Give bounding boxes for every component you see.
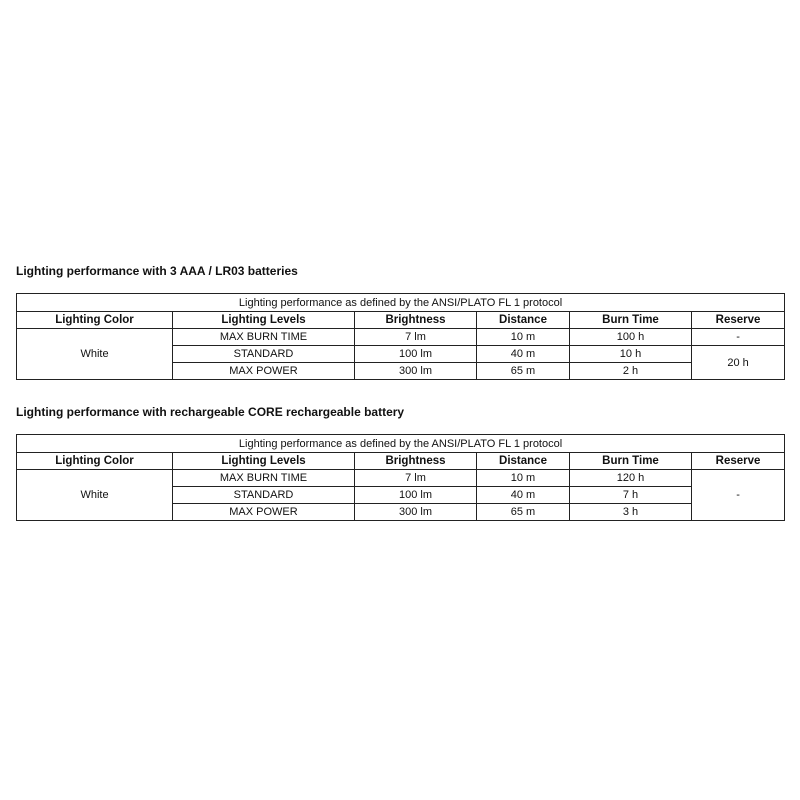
table-caption: Lighting performance as defined by the ANSI/PLATO FL 1 protocol [17, 435, 785, 453]
brightness-cell: 300 lm [355, 504, 477, 521]
burn-time-cell: 100 h [570, 329, 692, 346]
distance-cell: 40 m [477, 487, 570, 504]
header-reserve: Reserve [692, 453, 785, 470]
lighting-color-cell: White [17, 470, 173, 521]
table-header-row [17, 312, 785, 329]
brightness-cell: 300 lm [355, 363, 477, 380]
brightness-cell: 100 lm [355, 346, 477, 363]
header-reserve: Reserve [692, 312, 785, 329]
header-lighting-levels: Lighting Levels [173, 312, 355, 329]
reserve-cell: 20 h [692, 346, 785, 380]
header-lighting-levels: Lighting Levels [173, 453, 355, 470]
level-cell: MAX BURN TIME [173, 329, 355, 346]
header-lighting-color: Lighting Color [17, 312, 173, 329]
header-burn-time: Burn Time [570, 453, 692, 470]
header-brightness: Brightness [355, 312, 477, 329]
level-cell: MAX POWER [173, 363, 355, 380]
header-brightness: Brightness [355, 453, 477, 470]
reserve-cell: - [692, 470, 785, 521]
section-title-core-battery: Lighting performance with rechargeable CORE rechargeable battery [16, 405, 405, 419]
level-cell: MAX BURN TIME [173, 470, 355, 487]
level-cell: MAX POWER [173, 504, 355, 521]
reserve-cell: - [692, 329, 785, 346]
section-title-batteries: Lighting performance with 3 AAA / LR03 batteries [16, 264, 298, 278]
burn-time-cell: 10 h [570, 346, 692, 363]
lighting-color-cell: White [17, 329, 173, 380]
distance-cell: 10 m [477, 470, 570, 487]
header-lighting-color: Lighting Color [17, 453, 173, 470]
performance-table-core-battery [16, 434, 785, 521]
distance-cell: 65 m [477, 504, 570, 521]
table-row [17, 470, 785, 487]
performance-table-batteries [16, 293, 785, 380]
table-header-row [17, 453, 785, 470]
burn-time-cell: 120 h [570, 470, 692, 487]
table-row [17, 329, 785, 346]
level-cell: STANDARD [173, 487, 355, 504]
distance-cell: 40 m [477, 346, 570, 363]
brightness-cell: 7 lm [355, 470, 477, 487]
level-cell: STANDARD [173, 346, 355, 363]
burn-time-cell: 7 h [570, 487, 692, 504]
burn-time-cell: 2 h [570, 363, 692, 380]
distance-cell: 65 m [477, 363, 570, 380]
header-distance: Distance [477, 312, 570, 329]
burn-time-cell: 3 h [570, 504, 692, 521]
header-distance: Distance [477, 453, 570, 470]
brightness-cell: 100 lm [355, 487, 477, 504]
header-burn-time: Burn Time [570, 312, 692, 329]
table-caption: Lighting performance as defined by the ANSI/PLATO FL 1 protocol [17, 294, 785, 312]
distance-cell: 10 m [477, 329, 570, 346]
brightness-cell: 7 lm [355, 329, 477, 346]
